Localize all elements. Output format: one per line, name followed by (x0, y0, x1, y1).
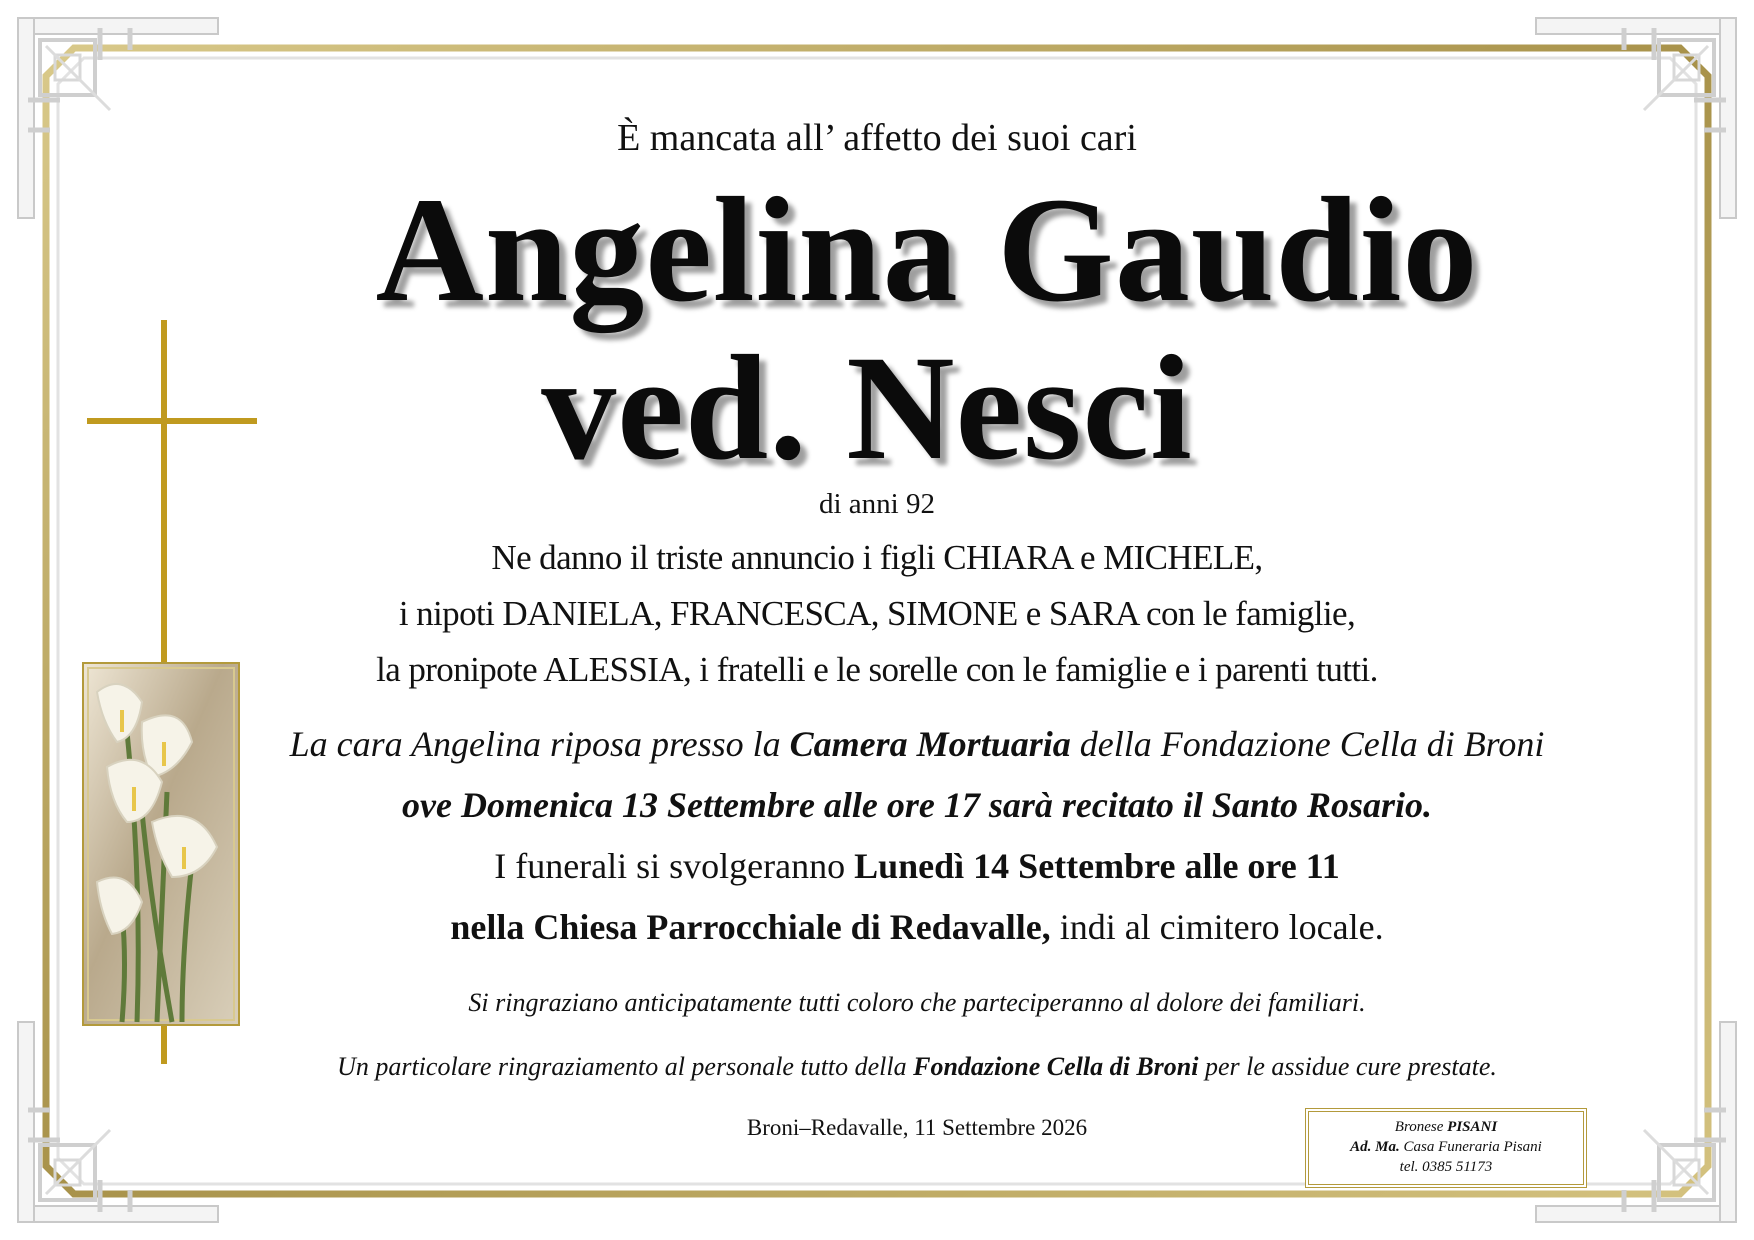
agency-prefix: Bronese (1394, 1119, 1448, 1135)
agency-line-1 (1309, 1117, 1583, 1137)
rest-text-2: della Fondazione Cella di Broni (1070, 724, 1545, 764)
family-line: i nipoti DANIELA, FRANCESCA, SIMONE e SARA con le famiglie, (398, 594, 1356, 633)
funeral-agency-box (1305, 1108, 1587, 1188)
funeral-location-line (40, 906, 1754, 948)
agency-abbrev: Ad. Ma. (1350, 1139, 1400, 1155)
funeral-location-text: indi al cimitero locale. (1050, 907, 1384, 947)
deceased-married-name: ved. Nesci (541, 325, 1193, 491)
rest-text: La cara Angelina riposa presso la (289, 724, 790, 764)
funeral-church: nella Chiesa Parrocchiale di Redavalle, (450, 907, 1051, 947)
special-thanks-line (40, 1052, 1754, 1082)
agency-phone: tel. 0385 51173 (1399, 1159, 1493, 1175)
funeral-date: Lunedì 14 Settembre alle ore 11 (854, 846, 1340, 886)
place-date: Broni–Redavalle, 11 Settembre 2026 (746, 1115, 1088, 1140)
funeral-text: I funerali si svolgeranno (494, 846, 855, 886)
agency-subtitle: Casa Funeraria Pisani (1399, 1139, 1542, 1155)
calla-lily-image (82, 662, 240, 1026)
age-line: di anni 92 (819, 488, 935, 520)
thanks-bold: Fondazione Cella di Broni (913, 1052, 1199, 1081)
intro-line: È mancata all’ affetto dei suoi cari (617, 117, 1137, 159)
rest-location-line (40, 723, 1754, 765)
thanks-line: Si ringraziano anticipatamente tutti coloro che parteciperanno al dolore dei familiari. (468, 988, 1366, 1017)
funeral-line (40, 845, 1754, 887)
agency-name: PISANI (1447, 1119, 1498, 1135)
thanks-text: Un particolare ringraziamento al personale tutto della (337, 1052, 914, 1081)
deceased-name: Angelina Gaudio (375, 167, 1479, 333)
rosary-line: ove Domenica 13 Settembre alle ore 17 sarà recitato il Santo Rosario. (402, 785, 1432, 825)
family-line: Ne danno il triste annuncio i figli CHIARA e MICHELE, (491, 538, 1263, 577)
family-line: la pronipote ALESSIA, i fratelli e le sorelle con le famiglie e i parenti tutti. (376, 650, 1378, 689)
rest-bold: Camera Mortuaria (789, 724, 1071, 764)
thanks-text-2: per le assidue cure prestate. (1198, 1052, 1497, 1081)
agency-line-2 (1309, 1137, 1583, 1157)
